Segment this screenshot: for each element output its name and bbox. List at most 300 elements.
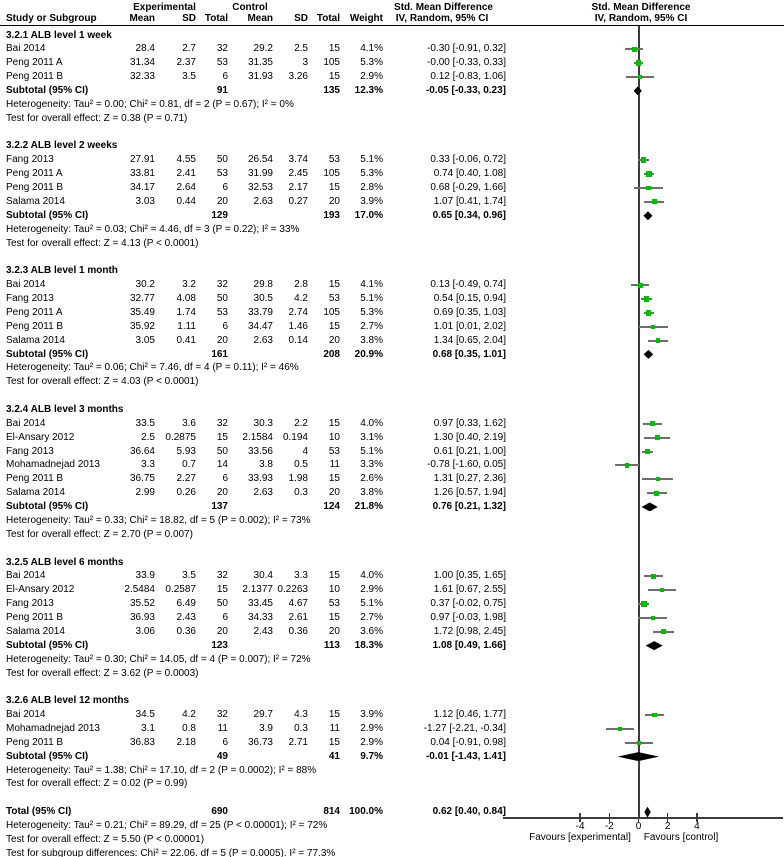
weight-sum: 20.9% — [354, 348, 383, 360]
ctrl-mean: 29.8 — [253, 279, 273, 291]
weight-value: 2.7% — [360, 320, 383, 332]
weight-value: 3.1% — [360, 431, 383, 443]
smd-ci-text: 1.07 [0.41, 1.74] — [433, 195, 506, 207]
subtotal-label: Subtotal (95% CI) — [6, 84, 89, 96]
weight-value: 2.6% — [360, 473, 383, 485]
study-row — [0, 42, 512, 56]
axis-tick-label: -4 — [575, 821, 585, 832]
exp-total: 50 — [216, 154, 228, 166]
forest-point-marker — [646, 310, 652, 316]
weight-sum: 100.0% — [349, 806, 383, 818]
pooled-smd-ci-text: -0.05 [-0.33, 0.23] — [425, 84, 506, 96]
study-row — [0, 153, 512, 167]
forest-point-marker — [652, 713, 657, 718]
exp-total: 6 — [222, 612, 228, 624]
analysis-note — [0, 361, 512, 375]
smd-ci-text: 1.00 [0.35, 1.65] — [433, 570, 506, 582]
exp-mean: 30.2 — [135, 279, 155, 291]
spacer-row — [0, 680, 512, 694]
exp-mean: 36.75 — [129, 473, 155, 485]
forest-point-marker — [651, 574, 656, 579]
ctrl-mean-column-header: Mean — [247, 13, 273, 24]
subgroup-title-label: 3.2.1 ALB level 1 week — [6, 29, 112, 41]
forest-axis-line — [503, 817, 783, 819]
favours-left-label: Favours [experimental] — [529, 832, 631, 843]
forest-point-marker — [636, 60, 642, 66]
exp-sd: 0.36 — [176, 625, 196, 637]
ctrl-sd: 2.17 — [288, 182, 308, 194]
study-name: Peng 2011 A — [6, 306, 63, 318]
study-name: Bai 2014 — [6, 417, 46, 429]
smd-ci-text: 0.74 [0.40, 1.08] — [433, 168, 506, 180]
study-row — [0, 445, 512, 459]
forest-point-marker — [654, 491, 659, 496]
exp-total: 53 — [216, 57, 228, 69]
ctrl-total: 11 — [329, 459, 340, 471]
control-group-header: Control — [232, 2, 268, 13]
study-name: El-Ansary 2012 — [6, 584, 75, 596]
ctrl-total: 53 — [328, 293, 340, 305]
subgroup-title — [0, 403, 512, 417]
exp-sd: 4.2 — [182, 709, 196, 721]
spacer-row — [0, 250, 512, 264]
exp-total: 6 — [222, 473, 228, 485]
ctrl-total: 15 — [328, 612, 340, 624]
ctrl-sd: 4.3 — [294, 709, 308, 721]
exp-sd: 0.2875 — [165, 431, 196, 443]
study-row — [0, 320, 512, 334]
smd-ci-text: 0.61 [0.21, 1.00] — [433, 445, 506, 457]
weight-value: 4.1% — [360, 279, 383, 291]
analysis-note-text: Test for overall effect: Z = 3.62 (P = 0.0003) — [6, 667, 199, 679]
exp-mean: 3.03 — [135, 195, 155, 207]
exp-total: 53 — [216, 168, 228, 180]
ctrl-total: 15 — [328, 182, 340, 194]
exp-sd: 2.37 — [176, 57, 196, 69]
exp-sd: 0.7 — [182, 459, 196, 471]
weight-value: 4.0% — [360, 570, 383, 582]
ci-method-text-header: IV, Random, 95% CI — [395, 13, 489, 24]
exp-mean: 3.3 — [141, 459, 155, 471]
analysis-note — [0, 764, 512, 778]
exp-sd: 5.93 — [176, 445, 196, 457]
ctrl-sd: 2.2 — [294, 417, 308, 429]
ctrl-sd: 2.74 — [288, 306, 308, 318]
exp-total-sum: 123 — [211, 639, 228, 651]
analysis-note-text: Test for overall effect: Z = 2.70 (P = 0.007) — [6, 528, 193, 540]
ctrl-total-sum: 814 — [323, 806, 340, 818]
study-name: Peng 2011 B — [6, 612, 64, 624]
study-row — [0, 56, 512, 70]
exp-total: 14 — [216, 459, 228, 471]
weight-value: 5.3% — [360, 168, 383, 180]
ctrl-total: 105 — [323, 168, 340, 180]
study-name: Bai 2014 — [6, 43, 46, 55]
weight-value: 2.9% — [360, 723, 383, 734]
forest-point-marker — [641, 601, 647, 607]
study-name: Mohamadnejad 2013 — [6, 459, 100, 471]
analysis-note — [0, 819, 512, 833]
analysis-note-text: Test for overall effect: Z = 4.13 (P < 0.0001) — [6, 237, 199, 249]
weight-value: 3.6% — [360, 625, 383, 637]
forest-point-marker — [652, 199, 657, 204]
ctrl-sd: 3.26 — [288, 71, 308, 83]
exp-sd: 0.44 — [176, 195, 196, 207]
ctrl-total: 15 — [328, 736, 340, 748]
ctrl-total-column-header: Total — [316, 13, 340, 24]
study-name: Salama 2014 — [6, 334, 65, 346]
smd-ci-text: -1.27 [-2.21, -0.34] — [423, 723, 506, 734]
subtotal-row — [0, 750, 512, 764]
smd-ci-text: 0.37 [-0.02, 0.75] — [430, 598, 506, 610]
ctrl-sd: 2.5 — [294, 43, 308, 55]
subtotal-row — [0, 84, 512, 98]
exp-mean: 35.52 — [129, 598, 155, 610]
exp-total-sum: 161 — [211, 348, 228, 360]
ctrl-sd: 2.45 — [288, 168, 308, 180]
ctrl-mean: 29.2 — [253, 43, 273, 55]
smd-ci-text: 1.61 [0.67, 2.55] — [433, 584, 506, 596]
forest-point-marker — [651, 616, 655, 620]
weight-value: 5.3% — [360, 57, 383, 69]
ctrl-mean: 31.35 — [247, 57, 273, 69]
ctrl-sd: 0.2263 — [277, 584, 308, 596]
analysis-note — [0, 653, 512, 667]
study-name: Salama 2014 — [6, 195, 65, 207]
smd-ci-text: 0.97 [0.33, 1.62] — [433, 417, 506, 429]
exp-mean: 34.17 — [129, 182, 155, 194]
ctrl-total-sum: 208 — [323, 348, 340, 360]
ctrl-total: 15 — [328, 43, 340, 55]
exp-mean: 36.64 — [129, 445, 155, 457]
smd-ci-text: 0.69 [0.35, 1.03] — [433, 306, 506, 318]
ctrl-total: 15 — [328, 709, 340, 721]
pooled-smd-ci-text: 0.62 [0.40, 0.84] — [432, 806, 506, 818]
pooled-smd-ci-text: 0.65 [0.34, 0.96] — [432, 209, 506, 221]
ctrl-total: 10 — [328, 584, 340, 596]
forest-point-marker — [655, 435, 660, 440]
analysis-note — [0, 847, 512, 857]
study-row — [0, 625, 512, 639]
ctrl-sd: 0.5 — [294, 459, 308, 471]
exp-mean: 33.5 — [135, 417, 155, 429]
smd-ci-text: 1.34 [0.65, 2.04] — [433, 334, 506, 346]
analysis-note — [0, 514, 512, 528]
ctrl-sd: 3.74 — [288, 154, 308, 166]
analysis-note — [0, 833, 512, 847]
weight-value: 4.0% — [360, 417, 383, 429]
ctrl-sd: 2.71 — [288, 736, 308, 748]
subtotal-label: Subtotal (95% CI) — [6, 639, 89, 651]
forest-diamond — [642, 502, 658, 511]
exp-mean: 2.5484 — [124, 584, 155, 596]
weight-value: 3.8% — [360, 487, 383, 499]
ctrl-total: 105 — [323, 57, 340, 69]
smd-ci-text: 1.12 [0.46, 1.77] — [433, 709, 506, 721]
exp-sd: 4.55 — [176, 154, 196, 166]
ctrl-sd: 1.98 — [288, 473, 308, 485]
exp-sd: 3.2 — [182, 279, 196, 291]
study-row — [0, 306, 512, 320]
exp-sd: 2.43 — [176, 612, 196, 624]
analysis-note-text: Test for overall effect: Z = 4.03 (P < 0.0001) — [6, 376, 199, 388]
ctrl-total: 15 — [328, 570, 340, 582]
smd-ci-text: -0.78 [-1.60, 0.05] — [427, 459, 506, 471]
analysis-note-text: Heterogeneity: Tau² = 0.03; Chi² = 4.46, df = 3 (P = 0.22); I² = 33% — [6, 223, 300, 235]
study-subgroup-column-header: Study or Subgroup — [6, 13, 97, 24]
ctrl-mean: 34.33 — [247, 612, 273, 624]
exp-mean: 32.33 — [129, 71, 155, 83]
ctrl-mean: 33.79 — [247, 306, 273, 318]
weight-value: 3.9% — [360, 195, 383, 207]
exp-mean: 33.9 — [135, 570, 155, 582]
exp-sd: 4.08 — [176, 293, 196, 305]
ctrl-mean: 33.56 — [247, 445, 273, 457]
study-name: Peng 2011 A — [6, 168, 63, 180]
exp-total: 20 — [216, 625, 228, 637]
exp-sd: 0.41 — [176, 334, 196, 346]
exp-total-sum: 49 — [216, 750, 228, 762]
ctrl-total: 105 — [323, 306, 340, 318]
smd-ci-text: 1.72 [0.98, 2.45] — [433, 625, 506, 637]
ctrl-sd: 4.67 — [288, 598, 308, 610]
experimental-group-header: Experimental — [133, 2, 196, 13]
forest-point-marker — [650, 421, 655, 426]
ctrl-total: 53 — [328, 445, 340, 457]
forest-point-marker — [632, 47, 637, 52]
forest-point-marker — [661, 629, 666, 634]
forest-diamond — [618, 752, 659, 761]
ctrl-mean: 2.63 — [253, 334, 273, 346]
exp-sd: 3.5 — [182, 570, 196, 582]
pooled-smd-ci-text: 1.08 [0.49, 1.66] — [432, 639, 506, 651]
study-row — [0, 611, 512, 625]
subgroup-title-label: 3.2.2 ALB level 2 weeks — [6, 140, 118, 152]
exp-total: 6 — [222, 736, 228, 748]
study-name: Peng 2011 B — [6, 71, 64, 83]
analysis-note — [0, 223, 512, 237]
subgroup-title-label: 3.2.6 ALB level 12 months — [6, 695, 130, 707]
study-row — [0, 458, 512, 472]
study-name: Salama 2014 — [6, 625, 65, 637]
study-row — [0, 583, 512, 597]
exp-sd-column-header: SD — [182, 13, 196, 24]
smd-ci-text: 0.33 [-0.06, 0.72] — [430, 154, 506, 166]
ctrl-sd: 0.14 — [288, 334, 308, 346]
weight-value: 4.1% — [360, 43, 383, 55]
ctrl-sd: 3 — [302, 57, 308, 69]
exp-mean: 2.99 — [135, 487, 155, 499]
ctrl-mean: 30.5 — [253, 293, 273, 305]
exp-mean: 27.91 — [129, 154, 155, 166]
analysis-note — [0, 112, 512, 126]
smd-ci-text: 1.26 [0.57, 1.94] — [433, 487, 506, 499]
exp-total: 32 — [216, 43, 228, 55]
forest-point-marker — [638, 75, 642, 79]
exp-total: 15 — [216, 431, 228, 443]
forest-point-marker — [637, 741, 641, 745]
study-row — [0, 195, 512, 209]
study-row — [0, 292, 512, 306]
exp-sd: 3.6 — [182, 417, 196, 429]
forest-point-marker — [618, 727, 622, 731]
forest-diamond — [643, 211, 652, 220]
ctrl-total: 20 — [328, 625, 340, 637]
exp-sd: 1.74 — [176, 306, 196, 318]
exp-mean: 28.4 — [135, 43, 155, 55]
forest-point-marker — [646, 186, 650, 190]
weight-value: 2.9% — [360, 736, 383, 748]
smd-ci-text: 0.97 [-0.03, 1.98] — [430, 612, 506, 624]
study-row — [0, 181, 512, 195]
ctrl-total-sum: 124 — [323, 501, 340, 513]
exp-mean: 36.83 — [129, 736, 155, 748]
weight-value: 2.9% — [360, 71, 383, 83]
exp-mean: 3.1 — [141, 723, 155, 734]
ctrl-mean: 30.4 — [253, 570, 273, 582]
exp-total: 53 — [216, 306, 228, 318]
exp-mean: 31.34 — [129, 57, 155, 69]
study-row — [0, 708, 512, 722]
smd-ci-text: -0.30 [-0.91, 0.32] — [427, 43, 506, 55]
analysis-note-text: Heterogeneity: Tau² = 0.06; Chi² = 7.46, df = 4 (P = 0.11); I² = 46% — [6, 362, 299, 374]
forest-diamond — [644, 350, 654, 359]
exp-sd: 2.7 — [182, 43, 196, 55]
analysis-note-text: Heterogeneity: Tau² = 0.00; Chi² = 0.81, df = 2 (P = 0.67); I² = 0% — [6, 98, 294, 110]
analysis-note — [0, 237, 512, 251]
ctrl-mean: 2.1377 — [242, 584, 273, 596]
analysis-note — [0, 528, 512, 542]
exp-mean: 2.5 — [141, 431, 155, 443]
study-name: Fang 2013 — [6, 598, 54, 610]
subgroup-title-label: 3.2.4 ALB level 3 months — [6, 403, 124, 415]
ctrl-sd: 3.3 — [294, 570, 308, 582]
study-row — [0, 722, 512, 736]
total-row — [0, 805, 512, 819]
ctrl-mean: 31.93 — [247, 71, 273, 83]
smd-ci-text: 0.12 [-0.83, 1.06] — [430, 71, 506, 83]
weight-value: 5.1% — [360, 598, 383, 610]
analysis-note-text: Heterogeneity: Tau² = 0.33; Chi² = 18.82, df = 5 (P = 0.002); I² = 73% — [6, 514, 311, 526]
study-name: Bai 2014 — [6, 570, 46, 582]
axis-tick-label: 2 — [664, 821, 671, 832]
spacer-row — [0, 389, 512, 403]
ctrl-total: 53 — [328, 154, 340, 166]
subgroup-title-label: 3.2.5 ALB level 6 months — [6, 556, 124, 568]
smd-ci-text: 1.30 [0.40, 2.19] — [433, 431, 506, 443]
forest-point-marker — [644, 296, 650, 302]
analysis-note-text: Test for overall effect: Z = 0.38 (P = 0.71) — [6, 112, 188, 124]
pooled-smd-ci-text: 0.68 [0.35, 1.01] — [432, 348, 506, 360]
weight-sum: 12.3% — [354, 84, 383, 96]
study-name: Bai 2014 — [6, 279, 46, 291]
exp-total: 32 — [216, 709, 228, 721]
exp-sd: 0.8 — [182, 723, 196, 734]
exp-total-sum: 129 — [211, 209, 228, 221]
forest-point-marker — [660, 588, 664, 592]
study-name: Bai 2014 — [6, 709, 46, 721]
ctrl-sd: 0.194 — [282, 431, 308, 443]
analysis-note-text: Test for overall effect: Z = 0.02 (P = 0.99) — [6, 778, 188, 790]
weight-value: 5.1% — [360, 154, 383, 166]
smd-ci-text: 1.01 [0.01, 2.02] — [433, 320, 506, 332]
ctrl-mean: 3.8 — [259, 459, 273, 471]
exp-total: 11 — [217, 723, 228, 734]
spacer-row — [0, 542, 512, 556]
exp-mean: 32.77 — [129, 293, 155, 305]
subgroup-title — [0, 139, 512, 153]
study-row — [0, 736, 512, 750]
ctrl-mean: 29.7 — [253, 709, 273, 721]
forest-point-marker — [645, 449, 651, 455]
ctrl-sd: 4.2 — [294, 293, 308, 305]
weight-sum: 18.3% — [354, 639, 383, 651]
ctrl-sd: 2.61 — [288, 612, 308, 624]
forest-diamond — [634, 86, 642, 95]
subtotal-label: Subtotal (95% CI) — [6, 501, 89, 513]
study-name: Peng 2011 A — [6, 57, 63, 69]
weight-sum: 21.8% — [354, 501, 383, 513]
exp-sd: 2.41 — [176, 168, 196, 180]
ctrl-sd: 0.3 — [294, 723, 308, 734]
analysis-note — [0, 375, 512, 389]
study-name: Fang 2013 — [6, 293, 54, 305]
ctrl-sd-column-header: SD — [294, 13, 308, 24]
ctrl-mean: 33.93 — [247, 473, 273, 485]
pooled-smd-ci-text: -0.01 [-1.43, 1.41] — [425, 750, 506, 762]
exp-mean: 35.49 — [129, 306, 155, 318]
axis-tick-label: 0 — [635, 821, 642, 832]
exp-mean: 33.81 — [129, 168, 155, 180]
exp-sd: 2.27 — [176, 473, 196, 485]
weight-sum: 17.0% — [354, 209, 383, 221]
exp-sd: 3.5 — [182, 71, 196, 83]
analysis-note-text: Heterogeneity: Tau² = 1.38; Chi² = 17.10, df = 2 (P = 0.0002); I² = 88% — [6, 764, 317, 776]
subgroup-title — [0, 29, 512, 43]
ctrl-total-sum: 135 — [323, 84, 340, 96]
ctrl-total: 15 — [328, 417, 340, 429]
smd-plot-column-header: Std. Mean Difference — [591, 2, 691, 13]
forest-diamond — [646, 641, 663, 650]
exp-mean: 34.5 — [135, 709, 155, 721]
ctrl-mean: 2.1584 — [242, 431, 273, 443]
weight-value: 2.8% — [360, 182, 383, 194]
exp-total: 6 — [222, 71, 228, 83]
study-name: Salama 2014 — [6, 487, 65, 499]
exp-sd: 6.49 — [176, 598, 196, 610]
forest-point-marker — [646, 171, 652, 177]
study-row — [0, 417, 512, 431]
study-name: Peng 2011 B — [6, 320, 64, 332]
exp-mean: 3.05 — [135, 334, 155, 346]
exp-total: 20 — [216, 195, 228, 207]
ctrl-sd: 4 — [302, 445, 308, 457]
subtotal-label: Subtotal (95% CI) — [6, 750, 89, 762]
ctrl-mean: 2.63 — [253, 487, 273, 499]
exp-total: 15 — [216, 584, 228, 596]
ctrl-total: 11 — [329, 723, 340, 734]
exp-total: 32 — [216, 417, 228, 429]
ctrl-total: 20 — [328, 487, 340, 499]
exp-total: 20 — [216, 487, 228, 499]
exp-total: 32 — [216, 279, 228, 291]
total-label: Total (95% CI) — [6, 806, 72, 818]
pooled-smd-ci-text: 0.76 [0.21, 1.32] — [432, 501, 506, 513]
subtotal-row — [0, 348, 512, 362]
ctrl-total: 53 — [328, 598, 340, 610]
exp-total-sum: 690 — [211, 806, 228, 818]
study-row — [0, 472, 512, 486]
